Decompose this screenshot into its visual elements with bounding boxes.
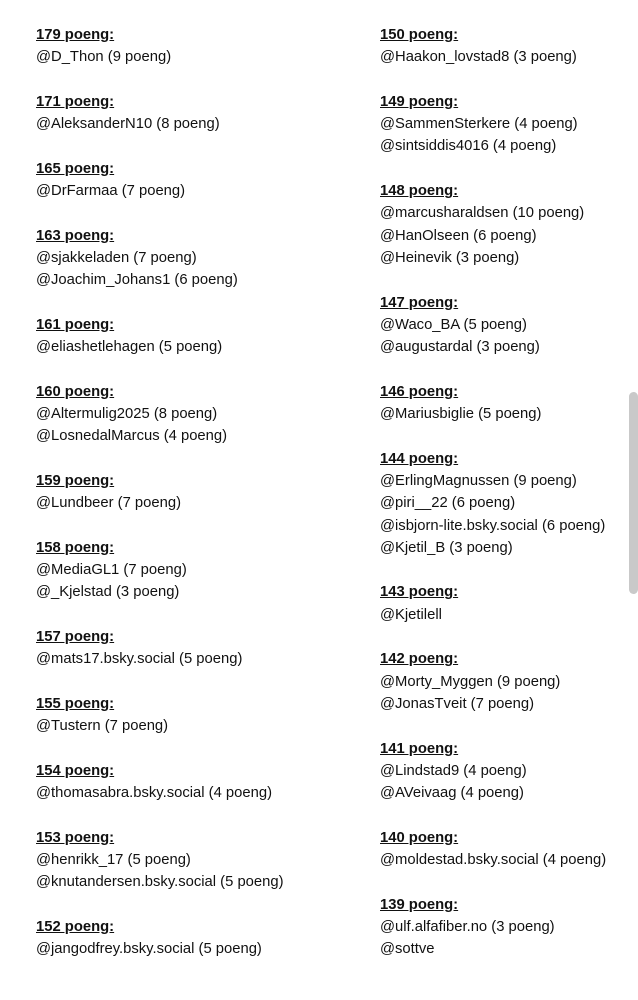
score-heading: 148 poeng: <box>380 183 459 200</box>
user-entry: @LosnedalMarcus (4 poeng) <box>36 428 228 445</box>
user-entry: @Joachim_Johans1 (6 poeng) <box>36 272 238 289</box>
user-entry: @henrikk_17 (5 poeng) <box>36 851 191 868</box>
score-group <box>380 91 638 158</box>
score-group <box>380 448 638 559</box>
score-heading: 152 poeng: <box>36 918 115 935</box>
user-entry: @Kjetilell <box>380 606 442 623</box>
user-entry: @MediaGL1 (7 poeng) <box>36 562 187 579</box>
score-group <box>36 827 346 894</box>
score-heading: 159 poeng: <box>36 472 115 489</box>
user-entry: @ErlingMagnussen (9 poeng) <box>380 472 577 489</box>
score-group <box>36 693 346 738</box>
score-heading: 144 poeng: <box>380 450 459 467</box>
score-group <box>36 314 346 359</box>
user-entry: @Waco_BA (5 poeng) <box>380 316 527 333</box>
score-group <box>36 916 346 961</box>
user-entry: @knutandersen.bsky.social (5 poeng) <box>36 874 284 891</box>
score-group <box>380 648 638 715</box>
score-heading: 158 poeng: <box>36 539 115 556</box>
score-heading: 147 poeng: <box>380 294 459 311</box>
score-group <box>36 158 346 203</box>
user-entry: @Lundbeer (7 poeng) <box>36 495 182 512</box>
user-entry: @SammenSterkere (4 poeng) <box>380 116 578 133</box>
user-entry: @jangodfrey.bsky.social (5 poeng) <box>36 941 262 958</box>
score-heading: 171 poeng: <box>36 93 115 110</box>
score-group <box>380 827 638 872</box>
user-entry: @Morty_Myggen (9 poeng) <box>380 673 561 690</box>
score-heading: 153 poeng: <box>36 829 115 846</box>
user-entry: @piri__22 (6 poeng) <box>380 495 516 512</box>
user-entry: @sjakkeladen (7 poeng) <box>36 249 197 266</box>
user-entry: @HanOlseen (6 poeng) <box>380 227 537 244</box>
user-entry: @DrFarmaa (7 poeng) <box>36 183 186 200</box>
score-heading: 149 poeng: <box>380 93 459 110</box>
user-entry: @marcusharaldsen (10 poeng) <box>380 205 585 222</box>
score-group <box>380 292 638 359</box>
user-entry: @moldestad.bsky.social (4 poeng) <box>380 851 607 868</box>
user-entry: @Mariusbiglie (5 poeng) <box>380 406 542 423</box>
score-group <box>380 894 638 961</box>
score-heading: 146 poeng: <box>380 383 459 400</box>
scrollbar[interactable] <box>629 392 638 594</box>
user-entry: @Haakon_lovstad8 (3 poeng) <box>380 49 577 66</box>
score-group <box>380 381 638 426</box>
score-heading: 150 poeng: <box>380 27 459 43</box>
score-group <box>36 24 346 69</box>
user-entry: @isbjorn-lite.bsky.social (6 poeng) <box>380 517 606 534</box>
user-entry: @Heinevik (3 poeng) <box>380 249 520 266</box>
user-entry: @mats17.bsky.social (5 poeng) <box>36 651 243 668</box>
user-entry: @Altermulig2025 (8 poeng) <box>36 406 218 423</box>
score-heading: 160 poeng: <box>36 383 115 400</box>
score-group <box>36 470 346 515</box>
left-column <box>36 24 346 983</box>
score-group <box>36 381 346 448</box>
score-heading: 163 poeng: <box>36 227 115 244</box>
score-group <box>36 91 346 136</box>
user-entry: @sottve <box>380 941 435 958</box>
score-group <box>36 225 346 292</box>
user-entry: @eliashetlehagen (5 poeng) <box>36 339 223 356</box>
user-entry: @JonasTveit (7 poeng) <box>380 695 535 712</box>
score-group <box>380 180 638 269</box>
user-entry: @AleksanderN10 (8 poeng) <box>36 116 220 133</box>
score-heading: 154 poeng: <box>36 762 115 779</box>
score-heading: 143 poeng: <box>380 584 459 601</box>
score-group <box>380 581 638 626</box>
score-heading: 139 poeng: <box>380 896 459 913</box>
score-heading: 141 poeng: <box>380 740 459 757</box>
user-entry: @Tustern (7 poeng) <box>36 718 169 735</box>
score-heading: 140 poeng: <box>380 829 459 846</box>
user-entry: @augustardal (3 poeng) <box>380 339 540 356</box>
user-entry: @Lindstad9 (4 poeng) <box>380 762 527 779</box>
score-group <box>36 626 346 671</box>
user-entry: @Kjetil_B (3 poeng) <box>380 539 513 556</box>
score-heading: 165 poeng: <box>36 160 115 177</box>
user-entry: @AVeivaag (4 poeng) <box>380 785 524 802</box>
score-group <box>380 24 638 69</box>
user-entry: @_Kjelstad (3 poeng) <box>36 584 180 601</box>
score-heading: 179 poeng: <box>36 27 115 43</box>
score-heading: 142 poeng: <box>380 651 459 668</box>
right-column <box>380 24 638 983</box>
score-group <box>36 760 346 805</box>
user-entry: @D_Thon (9 poeng) <box>36 49 172 66</box>
user-entry: @ulf.alfafiber.no (3 poeng) <box>380 918 555 935</box>
score-group <box>36 537 346 604</box>
score-heading: 155 poeng: <box>36 695 115 712</box>
score-group <box>380 738 638 805</box>
score-heading: 157 poeng: <box>36 629 115 646</box>
user-entry: @thomasabra.bsky.social (4 poeng) <box>36 785 272 802</box>
user-entry: @sintsiddis4016 (4 poeng) <box>380 138 557 155</box>
score-heading: 161 poeng: <box>36 316 115 333</box>
